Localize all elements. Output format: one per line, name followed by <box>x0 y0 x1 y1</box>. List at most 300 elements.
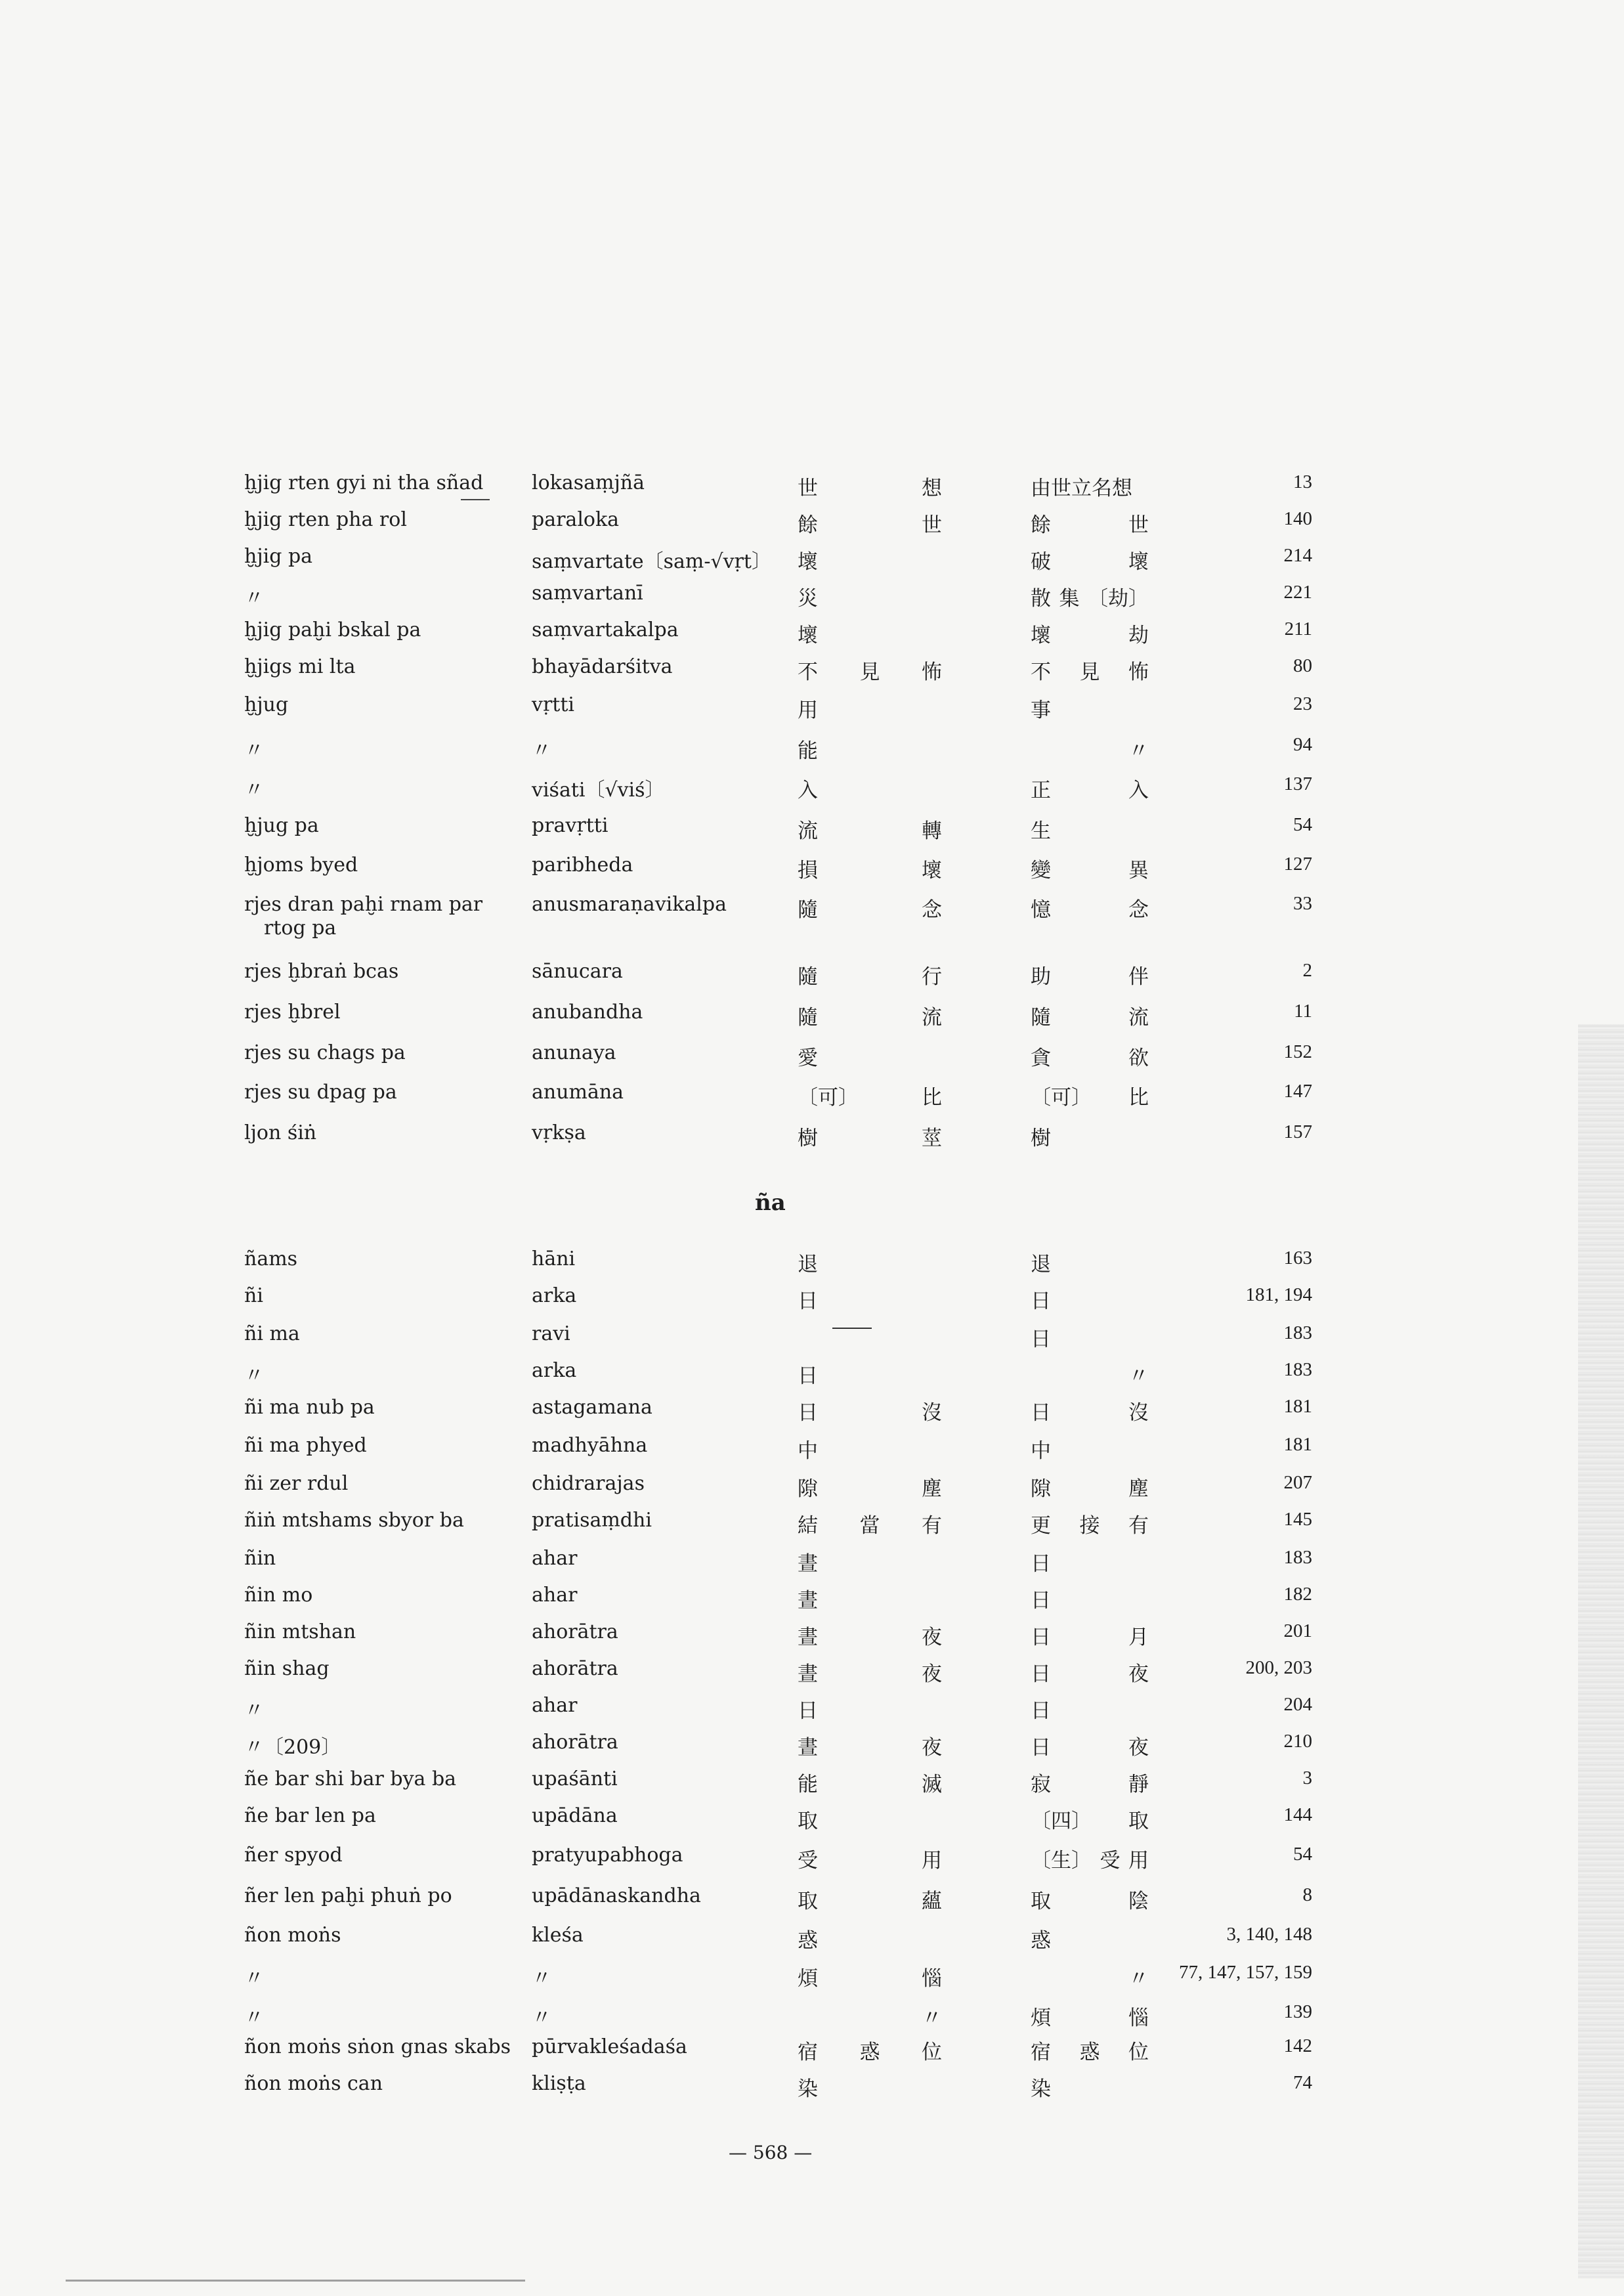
page-reference: 127 <box>1283 854 1312 875</box>
page-reference: 183 <box>1283 1547 1312 1568</box>
chinese-char: 靜 <box>1128 1773 1149 1796</box>
entry-row <box>0 1121 1624 1148</box>
chinese-char: 日 <box>1031 1552 1051 1576</box>
chinese-translation-1 <box>798 854 942 883</box>
page-reference: 54 <box>1293 1844 1312 1865</box>
chinese-translation-1 <box>798 1121 942 1151</box>
chinese-char: 想 <box>922 477 942 500</box>
sanskrit-term: ravi <box>532 1322 570 1345</box>
sanskrit-term: upaśānti <box>532 1767 618 1790</box>
chinese-translation-1 <box>798 655 942 685</box>
chinese-char: 入 <box>798 779 818 802</box>
tibetan-term: ljon śiṅ <box>244 1121 317 1144</box>
chinese-translation-2 <box>1031 1547 1149 1576</box>
chinese-char: 塵 <box>1128 1477 1149 1501</box>
sanskrit-term: saṃvartanī <box>532 582 643 605</box>
chinese-char: 晝 <box>798 1589 818 1613</box>
tibetan-term: 〃 <box>244 739 264 762</box>
chinese-char: 由世立名想 <box>1031 477 1132 500</box>
sanskrit-term: anumāna <box>532 1081 624 1104</box>
tibetan-term: 〃 <box>244 2006 264 2029</box>
chinese-char: 中 <box>798 1439 818 1463</box>
chinese-translation-1 <box>798 1081 942 1110</box>
chinese-char: 比 <box>1128 1086 1149 1110</box>
chinese-char: 日 <box>1031 1626 1051 1649</box>
entry-row <box>0 1001 1624 1027</box>
chinese-char: 惑 <box>1031 1929 1051 1953</box>
chinese-translation-2 <box>1031 1041 1149 1071</box>
chinese-char: 沒 <box>922 1401 942 1425</box>
sanskrit-term: viśati〔√viś〕 <box>532 779 665 802</box>
tibetan-term: ñe bar shi bar bya ba <box>244 1767 457 1790</box>
chinese-char: 能 <box>798 1773 818 1796</box>
page-reference: 142 <box>1283 2035 1312 2056</box>
sanskrit-term: 〃 <box>532 1967 551 1990</box>
entry-row <box>0 854 1624 880</box>
tibetan-term: ḫjig rten gyi ni tha sñad <box>244 471 484 494</box>
tibetan-term: ḫjig paḫi bskal pa <box>244 618 421 641</box>
chinese-char: 流 <box>1128 1006 1149 1029</box>
entry-row <box>0 1694 1624 1723</box>
chinese-char: 散 <box>1031 587 1051 611</box>
sanskrit-term: arka <box>532 1359 577 1382</box>
chinese-char: 餘 <box>798 513 818 537</box>
chinese-char: 不 <box>1031 661 1051 684</box>
chinese-translation-1 <box>798 1584 942 1613</box>
chinese-char: 怖 <box>922 661 942 684</box>
chinese-translation-2 <box>1031 734 1149 764</box>
tibetan-term: rjes ḫbrel <box>244 1001 341 1024</box>
page-reference: 80 <box>1293 655 1312 676</box>
chinese-translation-2 <box>1031 2001 1149 2031</box>
sanskrit-term: lokasaṃjñā <box>532 471 645 494</box>
entry-row <box>0 1584 1624 1613</box>
tibetan-term: rjes ḫbraṅ bcas <box>244 960 399 983</box>
page-reference: 181 <box>1283 1396 1312 1417</box>
page-reference: 137 <box>1283 773 1312 794</box>
chinese-translation-1 <box>798 471 942 501</box>
chinese-translation-2 <box>1031 773 1149 803</box>
tibetan-term-continuation: rtog pa <box>264 917 337 940</box>
sanskrit-term: vṛtti <box>532 693 574 716</box>
chinese-char: 事 <box>1031 699 1051 722</box>
chinese-translation-2 <box>1031 508 1149 538</box>
chinese-char: 結 <box>798 1514 818 1538</box>
chinese-translation-2 <box>1031 1657 1149 1687</box>
chinese-char: 塵 <box>922 1477 942 1501</box>
entry-row <box>0 618 1624 645</box>
chinese-translation-2 <box>1031 1620 1149 1650</box>
entry-row <box>0 1359 1624 1388</box>
sanskrit-term: paraloka <box>532 508 620 531</box>
chinese-translation-1 <box>798 1472 942 1502</box>
page-reference: 33 <box>1293 893 1312 914</box>
tibetan-term: ñin mtshan <box>244 1620 356 1643</box>
chinese-char: 憶 <box>1031 898 1051 922</box>
chinese-char: 宿 <box>798 2041 818 2064</box>
sanskrit-term: paribheda <box>532 854 633 877</box>
sanskrit-term: bhayādarśitva <box>532 655 673 678</box>
chinese-translation-1 <box>798 1844 942 1873</box>
chinese-char: 見 <box>1079 661 1100 684</box>
entry-row <box>0 1620 1624 1647</box>
chinese-translation-1 <box>798 618 942 648</box>
chinese-char: 欲 <box>1128 1047 1149 1070</box>
dash-mark <box>832 1328 872 1329</box>
entry-row <box>0 2072 1624 2101</box>
chinese-char: 沒 <box>1128 1401 1149 1425</box>
chinese-char: 退 <box>798 1253 818 1276</box>
tibetan-term: rjes su chags pa <box>244 1041 406 1064</box>
chinese-char: 助 <box>1031 965 1051 989</box>
chinese-char: 世 <box>922 513 942 537</box>
chinese-translation-2 <box>1031 1472 1149 1502</box>
page-reference: 77, 147, 157, 159 <box>1179 1962 1312 1983</box>
chinese-char: 隨 <box>798 1006 818 1029</box>
tibetan-term: 〃 <box>244 1699 264 1722</box>
sanskrit-term: upādānaskandha <box>532 1884 701 1907</box>
chinese-char: 〔可〕 <box>1031 1086 1092 1110</box>
tibetan-term: ḫjig pa <box>244 545 313 568</box>
chinese-char: 惑 <box>798 1929 818 1953</box>
chinese-translation-1 <box>798 545 942 574</box>
tibetan-term: ḫjigs mi lta <box>244 655 356 678</box>
entry-row <box>0 1322 1624 1349</box>
entry-row <box>0 734 1624 763</box>
chinese-char: 〔可〕 <box>798 1086 859 1110</box>
chinese-char: 惱 <box>922 1967 942 1991</box>
entry-row <box>0 960 1624 989</box>
entry-row <box>0 893 1624 940</box>
tibetan-term: ñe bar len pa <box>244 1804 376 1827</box>
chinese-translation-2 <box>1031 1359 1149 1389</box>
chinese-char: 取 <box>798 1809 818 1833</box>
tibetan-term: ñon moṅs sṅon gnas skabs <box>244 2035 511 2058</box>
chinese-translation-2 <box>1031 893 1149 922</box>
chinese-char: 月 <box>1128 1626 1149 1649</box>
sanskrit-term: pūrvakleśadaśa <box>532 2035 687 2058</box>
chinese-translation-1 <box>798 1767 942 1797</box>
chinese-char: 〃 <box>1128 1967 1149 1991</box>
chinese-char: 陰 <box>1128 1890 1149 1913</box>
chinese-char: 隨 <box>798 965 818 989</box>
tibetan-term: ñon moṅs can <box>244 2072 383 2095</box>
chinese-char: 日 <box>1031 1662 1051 1686</box>
entry-row <box>0 1884 1624 1911</box>
chinese-char: 夜 <box>922 1626 942 1649</box>
tibetan-term: ñer spyod <box>244 1844 343 1867</box>
chinese-char: 滅 <box>922 1773 942 1796</box>
page-reference: 147 <box>1283 1081 1312 1102</box>
chinese-translation-2 <box>1031 655 1149 685</box>
sanskrit-term: pratisaṃdhi <box>532 1509 652 1532</box>
chinese-translation-2 <box>1031 1844 1149 1873</box>
chinese-char: 〔四〕 <box>1031 1809 1092 1833</box>
sanskrit-term: sānucara <box>532 960 623 983</box>
page-reference: 3 <box>1302 1767 1312 1788</box>
entry-row <box>0 1041 1624 1068</box>
sanskrit-term: ahorātra <box>532 1657 618 1680</box>
page-reference: 183 <box>1283 1359 1312 1380</box>
chinese-char: 行 <box>922 965 942 989</box>
chinese-translation-2 <box>1031 960 1149 989</box>
scan-edge-shadow <box>1578 1024 1624 2278</box>
chinese-char: 〃 <box>922 2006 942 2030</box>
chinese-char: 樹 <box>798 1127 818 1150</box>
chinese-char: 見 <box>859 661 880 684</box>
chinese-char: 劫 <box>1128 624 1149 647</box>
entry-row <box>0 1657 1624 1686</box>
chinese-char: 餘 <box>1031 513 1051 537</box>
chinese-char: 壞 <box>798 624 818 647</box>
chinese-translation-1 <box>798 1041 942 1071</box>
chinese-char: 夜 <box>922 1736 942 1760</box>
chinese-translation-1 <box>798 773 942 803</box>
chinese-translation-1 <box>798 1434 942 1463</box>
chinese-char: 愛 <box>798 1047 818 1070</box>
chinese-translation-1 <box>798 1396 942 1425</box>
page-reference: 210 <box>1283 1731 1312 1752</box>
sanskrit-term: 〃 <box>532 739 551 762</box>
chinese-char: 流 <box>922 1006 942 1029</box>
entry-row <box>0 814 1624 843</box>
tibetan-term: ñi <box>244 1284 263 1307</box>
chinese-char: 日 <box>1031 1699 1051 1723</box>
tibetan-term: ḫjug <box>244 693 289 716</box>
tibetan-term: 〃 <box>244 587 264 610</box>
sanskrit-term: arka <box>532 1284 577 1307</box>
tibetan-term: rjes su dpag pa <box>244 1081 397 1104</box>
tibetan-term: 〃 <box>244 1967 264 1990</box>
page-reference: 139 <box>1283 2001 1312 2022</box>
page-reference: 8 <box>1302 1884 1312 1905</box>
chinese-translation-2 <box>1031 1121 1149 1151</box>
entry-row <box>0 1804 1624 1833</box>
chinese-translation-1 <box>798 814 942 844</box>
chinese-translation-1 <box>798 1884 942 1914</box>
page-reference: 214 <box>1283 545 1312 566</box>
page-reference: 181, 194 <box>1245 1284 1312 1305</box>
chinese-translation-2 <box>1031 1247 1149 1277</box>
chinese-translation-2 <box>1031 693 1149 723</box>
tibetan-term: ñi ma phyed <box>244 1434 367 1457</box>
chinese-char: 日 <box>1031 1736 1051 1760</box>
chinese-char: 壞 <box>1031 624 1051 647</box>
sanskrit-term: vṛkṣa <box>532 1121 586 1144</box>
chinese-char: 煩 <box>1031 2006 1051 2030</box>
chinese-translation-2 <box>1031 1081 1149 1110</box>
sanskrit-term: ahar <box>532 1694 578 1717</box>
sanskrit-term: anusmaraṇavikalpa <box>532 893 727 916</box>
chinese-translation-2 <box>1031 1767 1149 1797</box>
entry-row <box>0 1081 1624 1110</box>
tibetan-term: ñin shag <box>244 1657 330 1680</box>
chinese-translation-2 <box>1031 1322 1149 1352</box>
chinese-translation-1 <box>798 582 942 611</box>
page-number: — 568 — <box>729 2142 813 2163</box>
chinese-translation-1 <box>798 2001 942 2031</box>
chinese-translation-2 <box>1031 2035 1149 2065</box>
sanskrit-term: ahar <box>532 1584 578 1607</box>
chinese-translation-2 <box>1031 1509 1149 1538</box>
sanskrit-term: chidrarajas <box>532 1472 645 1495</box>
chinese-char: 位 <box>1128 2041 1149 2064</box>
chinese-char: 用 <box>798 699 818 722</box>
chinese-translation-1 <box>798 1804 942 1834</box>
page-reference: 182 <box>1283 1584 1312 1605</box>
chinese-char: 樹 <box>1031 1127 1051 1150</box>
page-reference: 200, 203 <box>1245 1657 1312 1678</box>
chinese-char: 變 <box>1031 859 1051 882</box>
chinese-translation-1 <box>798 1962 942 1991</box>
chinese-translation-2 <box>1031 1284 1149 1314</box>
page-reference: 181 <box>1283 1434 1312 1455</box>
chinese-char: 退 <box>1031 1253 1051 1276</box>
chinese-char: 惑 <box>1079 2041 1100 2064</box>
sanskrit-term: ahar <box>532 1547 578 1570</box>
chinese-translation-2 <box>1031 1884 1149 1914</box>
page-reference: 145 <box>1283 1509 1312 1530</box>
chinese-char: 破 <box>1031 550 1051 574</box>
entry-row <box>0 1509 1624 1538</box>
chinese-char: 惑 <box>859 2041 880 2064</box>
page-reference: 3, 140, 148 <box>1226 1924 1312 1945</box>
sanskrit-term: astagamana <box>532 1396 652 1419</box>
sanskrit-term: ahorātra <box>532 1731 618 1754</box>
chinese-char: 念 <box>1128 898 1149 922</box>
tibetan-term: rjes dran paḫi rnam par <box>244 893 483 916</box>
chinese-translation-1 <box>798 1694 942 1723</box>
chinese-char: 有 <box>1128 1514 1149 1538</box>
chinese-char: 寂 <box>1031 1773 1051 1796</box>
entry-row <box>0 1284 1624 1313</box>
chinese-char: 世 <box>1128 513 1149 537</box>
page-reference: 140 <box>1283 508 1312 529</box>
chinese-char: 〃 <box>1128 739 1149 763</box>
chinese-translation-1 <box>798 734 942 764</box>
chinese-translation-2 <box>1031 1924 1149 1953</box>
tibetan-term: ḫjug pa <box>244 814 319 837</box>
tibetan-term: ñiṅ mtshams sbyor ba <box>244 1509 464 1532</box>
chinese-char: 位 <box>922 2041 942 2064</box>
chinese-translation-1 <box>798 508 942 538</box>
chinese-char: 日 <box>798 1401 818 1425</box>
chinese-char: 日 <box>1031 1589 1051 1613</box>
chinese-translation-2 <box>1031 545 1149 574</box>
tibetan-term: ñi ma <box>244 1322 300 1345</box>
page-reference: 13 <box>1293 471 1312 492</box>
chinese-char: 能 <box>798 739 818 763</box>
chinese-char: 受 <box>1100 1849 1121 1873</box>
sanskrit-term: upādāna <box>532 1804 618 1827</box>
chinese-translation-2 <box>1031 1731 1149 1760</box>
chinese-char: 夜 <box>1128 1736 1149 1760</box>
chinese-char: 日 <box>798 1364 818 1388</box>
chinese-char: 莖 <box>922 1127 942 1150</box>
chinese-translation-2 <box>1031 618 1149 648</box>
page-reference: 74 <box>1293 2072 1312 2093</box>
entry-row <box>0 508 1624 537</box>
chinese-char: 集 <box>1059 587 1080 611</box>
chinese-char: 怖 <box>1128 661 1149 684</box>
chinese-translation-1 <box>798 1509 942 1538</box>
chinese-char: 轉 <box>922 819 942 843</box>
sanskrit-term: madhyāhna <box>532 1434 648 1457</box>
entry-row <box>0 1731 1624 1760</box>
chinese-char: 夜 <box>1128 1662 1149 1686</box>
chinese-char: 受 <box>798 1849 818 1873</box>
sanskrit-term: kliṣṭa <box>532 2072 586 2095</box>
chinese-char: 貪 <box>1031 1047 1051 1070</box>
chinese-char: 伴 <box>1128 965 1149 989</box>
chinese-translation-2 <box>1031 582 1149 611</box>
chinese-char: 日 <box>1031 1328 1051 1351</box>
chinese-char: 〔劫〕 <box>1088 587 1149 611</box>
chinese-char: 取 <box>1031 1890 1051 1913</box>
chinese-char: 宿 <box>1031 2041 1051 2064</box>
chinese-char: 染 <box>1031 2077 1051 2101</box>
chinese-char: 日 <box>798 1289 818 1313</box>
chinese-char: 夜 <box>922 1662 942 1686</box>
chinese-char: 隨 <box>1031 1006 1051 1029</box>
section-heading: ña <box>755 1190 786 1216</box>
chinese-char: 當 <box>859 1514 880 1538</box>
chinese-translation-1 <box>798 1731 942 1760</box>
tibetan-term: 〃 <box>244 779 264 802</box>
tibetan-term: ñi ma nub pa <box>244 1396 375 1419</box>
chinese-char: 念 <box>922 898 942 922</box>
sanskrit-term: pravṛtti <box>532 814 609 837</box>
chinese-translation-2 <box>1031 2072 1149 2102</box>
sanskrit-term: 〃 <box>532 2006 551 2029</box>
chinese-translation-2 <box>1031 1694 1149 1723</box>
chinese-char: 日 <box>798 1699 818 1723</box>
chinese-translation-1 <box>798 1359 942 1389</box>
tibetan-term: ḫjoms byed <box>244 854 358 877</box>
chinese-translation-2 <box>1031 854 1149 883</box>
entry-row <box>0 773 1624 800</box>
chinese-char: 蘊 <box>922 1890 942 1913</box>
chinese-char: 〃 <box>1128 1364 1149 1388</box>
chinese-char: 晝 <box>798 1626 818 1649</box>
chinese-char: 入 <box>1128 779 1149 802</box>
tibetan-term: ḫjig rten pha rol <box>244 508 407 531</box>
chinese-char: 晝 <box>798 1662 818 1686</box>
chinese-char: 更 <box>1031 1514 1051 1538</box>
tibetan-term: 〃〔209〕 <box>244 1736 341 1759</box>
sanskrit-term: anubandha <box>532 1001 643 1024</box>
entry-row <box>0 1434 1624 1463</box>
entry-row <box>0 1924 1624 1953</box>
page-reference: 23 <box>1293 693 1312 714</box>
sanskrit-term: pratyupabhoga <box>532 1844 683 1867</box>
sanskrit-term: kleśa <box>532 1924 584 1947</box>
chinese-translation-1 <box>798 893 942 922</box>
sanskrit-term: anunaya <box>532 1041 616 1064</box>
entry-row <box>0 1547 1624 1576</box>
tibetan-term: ñin mo <box>244 1584 313 1607</box>
chinese-translation-1 <box>798 960 942 989</box>
entry-row <box>0 655 1624 682</box>
page-reference: 94 <box>1293 734 1312 755</box>
chinese-char: 異 <box>1128 859 1149 882</box>
page-reference: 11 <box>1294 1001 1312 1022</box>
chinese-translation-2 <box>1031 1584 1149 1613</box>
dash-mark <box>461 499 490 500</box>
entry-row <box>0 1767 1624 1794</box>
page-reference: 207 <box>1283 1472 1312 1493</box>
chinese-char: 中 <box>1031 1439 1051 1463</box>
